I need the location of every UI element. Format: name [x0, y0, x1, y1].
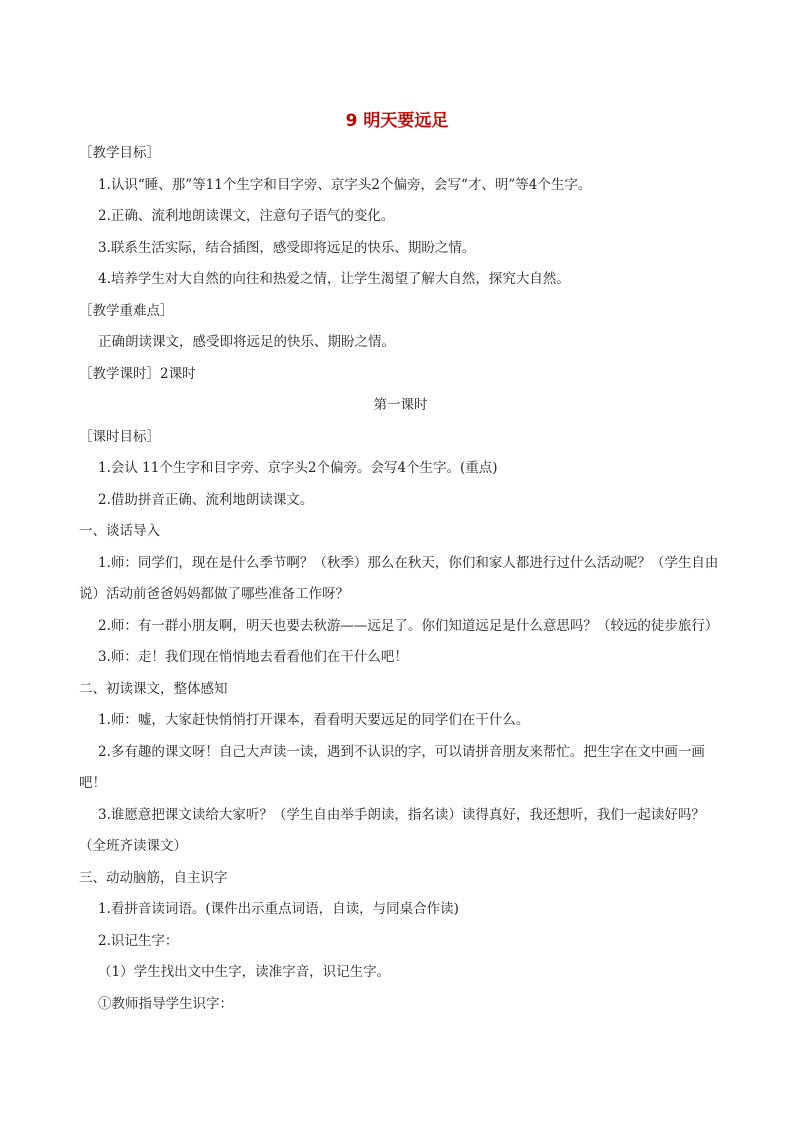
- step2-item-1: 1.师：嘘，大家赶快悄悄打开课本，看看明天要远足的同学们在干什么。: [98, 712, 530, 728]
- goal-item-1: 1.认识“睡、那”等11个生字和目字旁、京字头2个偏旁，会写“才、明”等4个生字。: [98, 176, 592, 193]
- document-body: [79, 138, 722, 1020]
- section-heading-class-hours: ［教学课时］2课时: [79, 365, 196, 382]
- section-heading-lesson-goals: ［课时目标］: [79, 428, 160, 445]
- step2-item-2: 2.多有趣的课文呀！自己大声读一读，遇到不认识的字，可以请拼音朋友来帮忙。把生字在文中画一画吧！: [79, 743, 705, 791]
- lesson-goal-1: 1.会认 11个生字和目字旁、京字头2个偏旁。会写4个生字。(重点): [98, 460, 498, 476]
- section-heading-teaching-goals: ［教学目标］: [79, 145, 160, 161]
- step3-sub-item-1: （1）学生找出文中生字，读准字音，识记生字。: [98, 964, 391, 980]
- step-heading-3: 三、动动脑筋，自主识字: [79, 869, 228, 886]
- step1-item-1: 1.师：同学们，现在是什么季节啊？（秋季）那么在秋天，你们和家人都进行过什么活动呢？（学生自由说）活动前爸爸妈妈都做了哪些准备工作呀？: [79, 554, 719, 602]
- step3-sub-sub-item-1: ①教师指导学生识字：: [98, 995, 233, 1012]
- goal-item-2: 2.正确、流利地朗读课文，注意句子语气的变化。: [98, 208, 395, 224]
- lesson-goal-2: 2.借助拼音正确、流利地朗读课文。: [98, 491, 314, 508]
- key-points-text: 正确朗读课文，感受即将远足的快乐、期盼之情。: [98, 334, 395, 350]
- step1-item-3: 3.师：走！我们现在悄悄地去看看他们在干什么吧！: [98, 649, 408, 665]
- step-heading-1: 一、谈话导入: [79, 523, 160, 539]
- step1-item-2: 2.师：有一群小朋友啊，明天也要去秋游——远足了。你们知道远足是什么意思吗？（较远的徒步旅行）: [98, 617, 719, 634]
- document-title: 9 明天要远足: [345, 111, 449, 131]
- step2-item-3: 3.谁愿意把课文读给大家听？（学生自由举手朗读，指名读）读得真好，我还想听，我们一起读好吗？（全班齐读课文）: [79, 806, 705, 854]
- step3-item-2: 2.识记生字：: [98, 932, 179, 949]
- step-heading-2: 二、初读课文，整体感知: [79, 680, 228, 697]
- step3-item-1: 1.看拼音读词语。(课件出示重点词语，自读，与同桌合作读): [98, 901, 459, 917]
- lesson-heading-first: 第一课时: [373, 397, 428, 413]
- section-heading-key-points: ［教学重难点］: [79, 302, 174, 319]
- goal-item-3: 3.联系生活实际，结合插图，感受即将远足的快乐、期盼之情。: [98, 239, 476, 256]
- goal-item-4: 4.培养学生对大自然的向往和热爱之情，让学生渴望了解大自然，探究大自然。: [98, 271, 570, 287]
